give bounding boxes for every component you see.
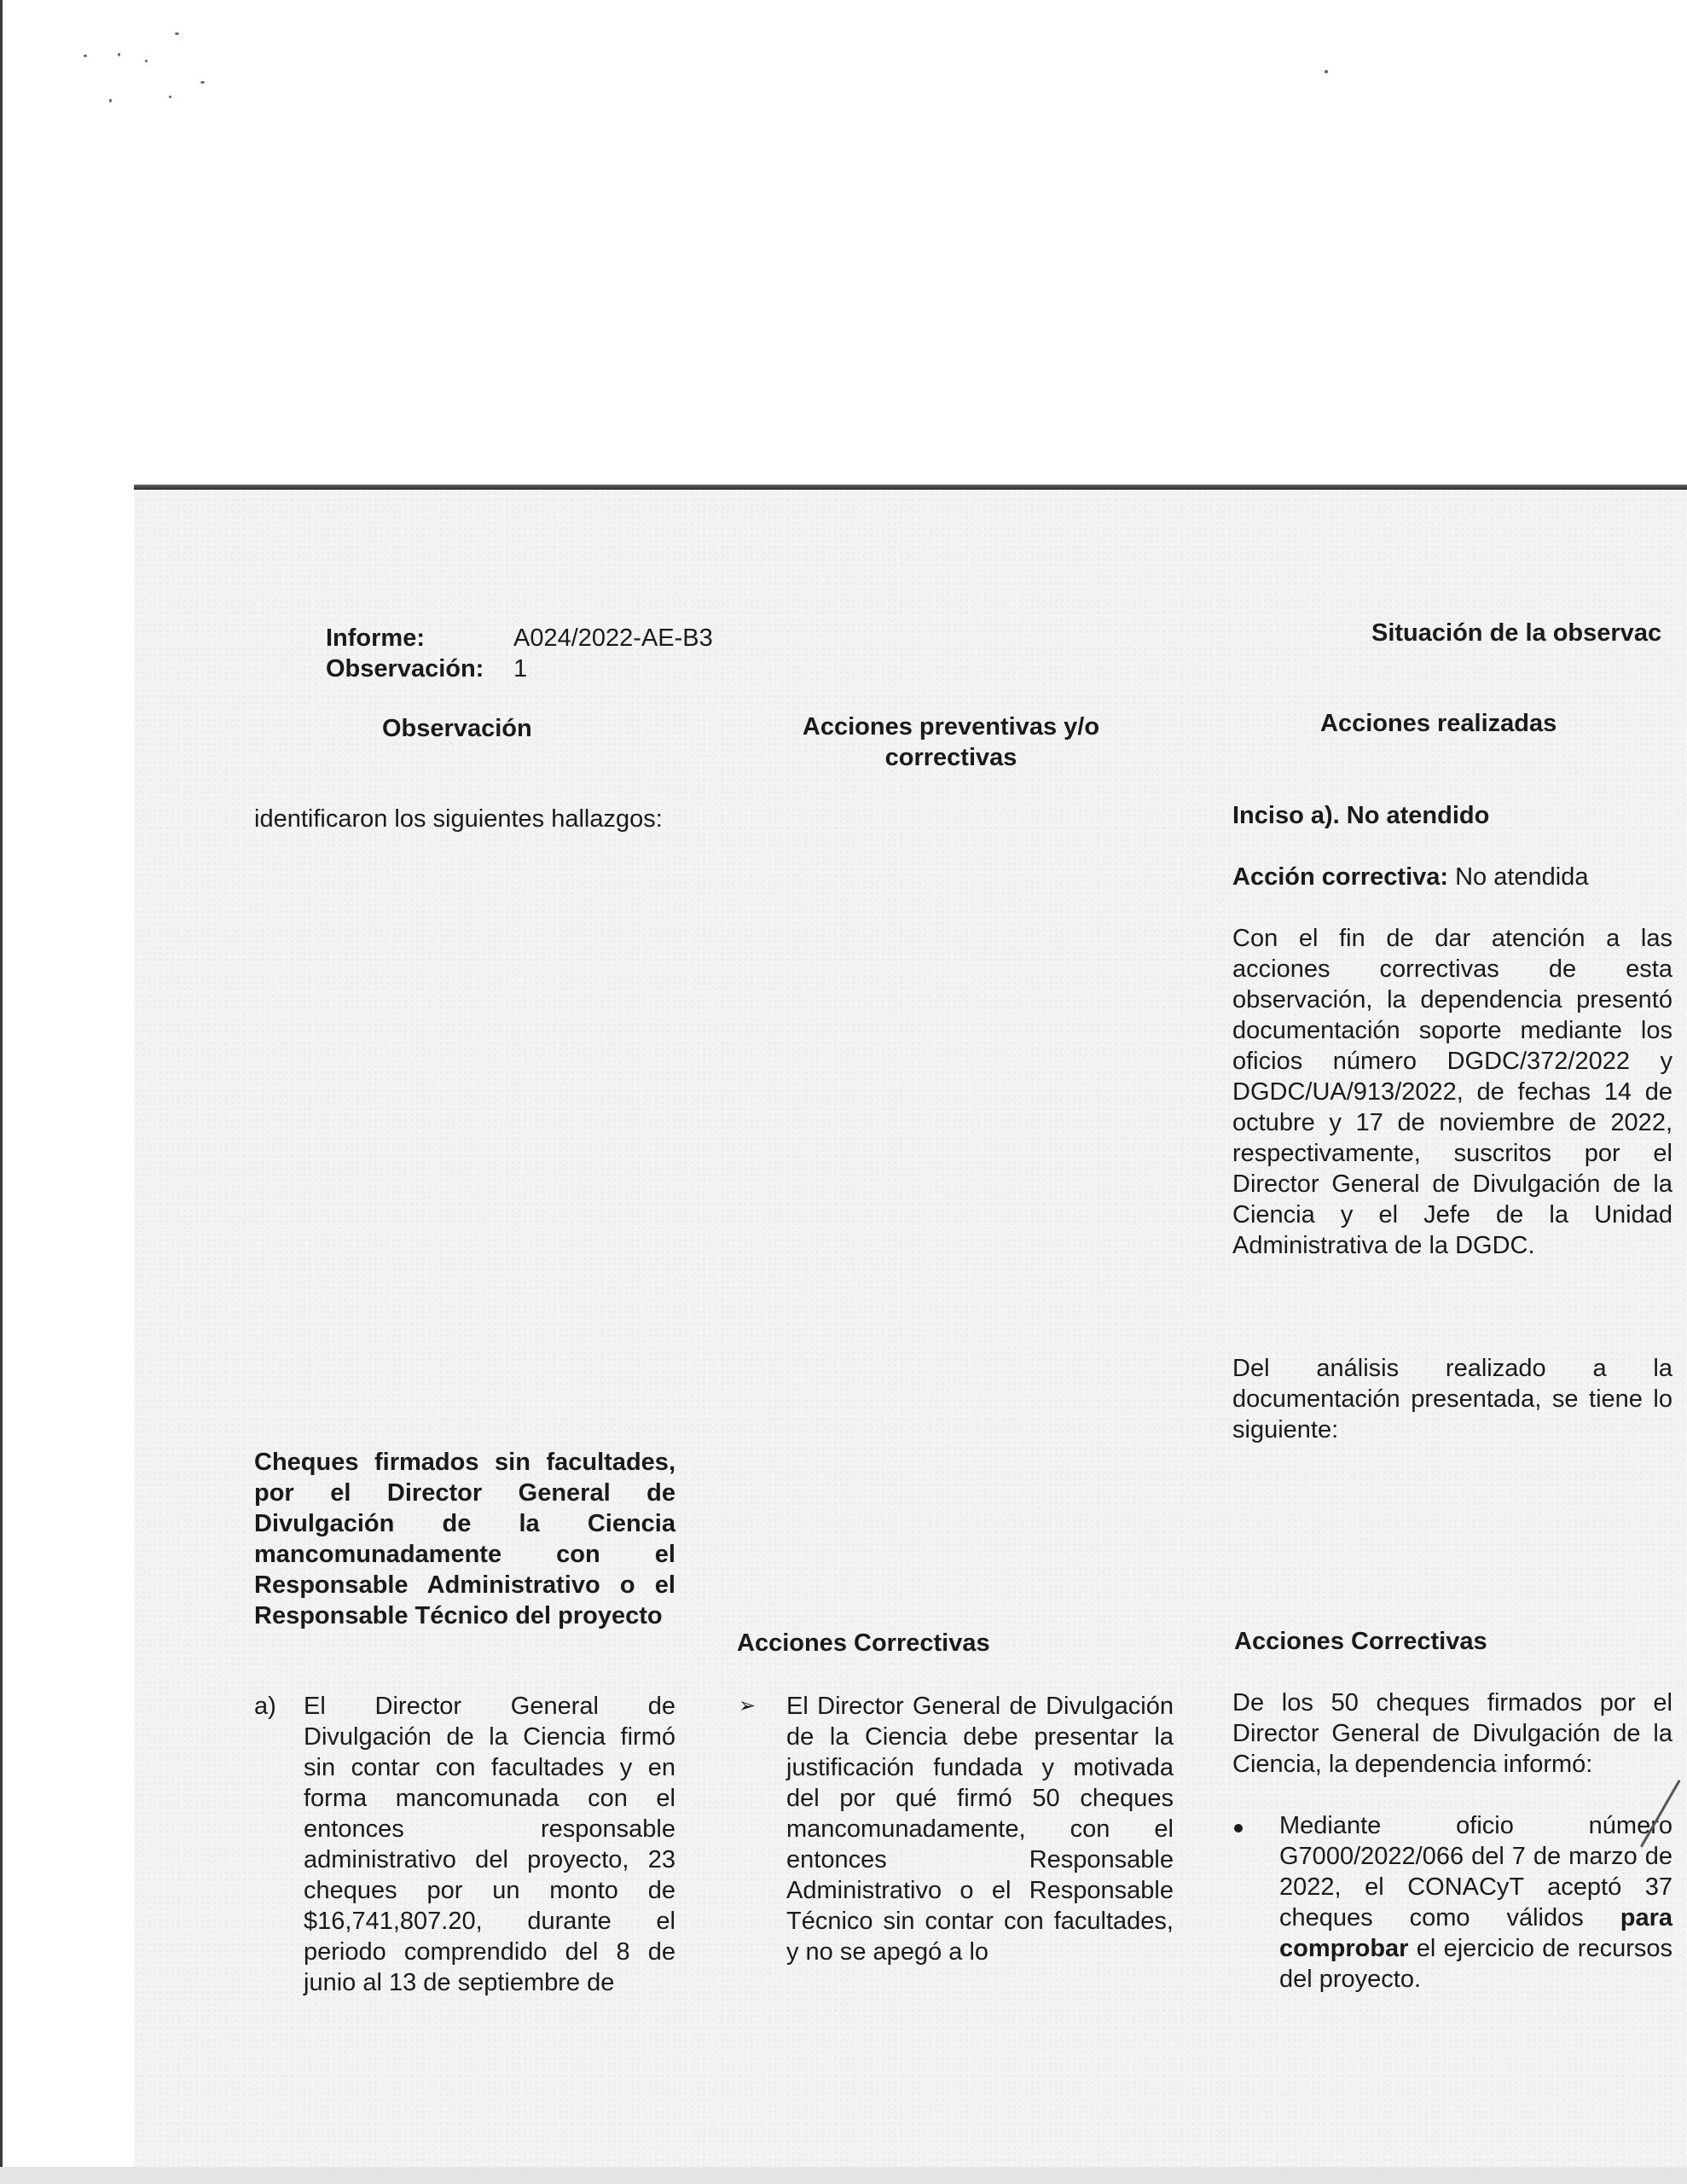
observacion-hallazgo-heading: Cheques firmados sin facultades, por el Director General de Divulgación de la Ciencia mancomunadamente con el Responsable Administrativo o el Responsable Técnico del proyecto	[254, 1449, 675, 1629]
scan-speck	[175, 32, 179, 35]
right-bullet-part1: Mediante oficio número G7000/2022/066 del 7 de marzo de 2022, el CONACyT aceptó 37 cheques como válidos	[1279, 1812, 1673, 1931]
column-heading-acciones-preventivas: Acciones preventivas y/o correctivas	[802, 713, 1100, 771]
right-paragraph-1: Con el fin de dar atención a las acciones correctivas de esta observación, la dependencia presentó documentación soporte mediante los oficios número DGDC/372/2022 y DGDC/UA/913/2022, de fechas 14 de octubre y 17 de noviembre de 2022, respectivamente, suscritos por el Director General de Divulgación de la Ciencia y el Jefe de la Unidad Administrativa de la DGDC.	[1232, 925, 1673, 1259]
right-paragraph-2: Del análisis realizado a la documentación presentada, se tiene lo siguiente:	[1232, 1355, 1673, 1443]
right-paragraph-3: De los 50 cheques firmados por el Director General de Divulgación de la Ciencia, la dependencia informó:	[1232, 1689, 1673, 1778]
item-a-text: El Director General de Divulgación de la Ciencia firmó sin contar con facultades y en forma mancomunada con el entonces responsable administrativo del proyecto, 23 cheques por un monto de $16,741,807.20, durante el periodo comprendido del 8 de junio al 13 de septiembre de	[304, 1693, 675, 1996]
observacion-intro: identificaron los siguientes hallazgos:	[254, 805, 663, 833]
scan-speck	[118, 53, 120, 56]
accion-correctiva-status	[1232, 862, 1589, 892]
scan-speck	[145, 60, 148, 62]
middle-accion-text: El Director General de Divulgación de la Ciencia debe presentar la justificación fundada y motivada del por qué firmó 50 cheques mancomunadamente, con el entonces Responsable Administrativo o el Responsable Técnico sin contar con facultades, y no se apegó a lo	[786, 1693, 1174, 1966]
observacion-label: Observación:	[326, 655, 484, 682]
column-heading-acciones-realizadas: Acciones realizadas	[1320, 710, 1557, 737]
informe-label: Informe:	[326, 624, 425, 652]
right-bullet-part2: el ejercicio de recursos del proyecto.	[1279, 1935, 1673, 1993]
column-heading-observacion: Observación	[382, 715, 532, 742]
scan-speck	[169, 96, 171, 98]
horizontal-rule	[134, 485, 1687, 490]
bullet-dot-icon	[1234, 1824, 1243, 1833]
inciso-a-status: Inciso a). No atendido	[1232, 802, 1490, 829]
right-acciones-correctivas-heading: Acciones Correctivas	[1234, 1628, 1487, 1655]
scan-speck	[109, 99, 112, 102]
observacion-value: 1	[513, 655, 528, 682]
scan-speck	[1325, 70, 1328, 73]
scan-speck	[84, 55, 87, 57]
accion-correctiva-value: No atendida	[1455, 863, 1589, 891]
accion-correctiva-label: Acción correctiva:	[1232, 863, 1449, 891]
situacion-title: Situación de la observac	[1371, 619, 1662, 647]
middle-acciones-correctivas-heading: Acciones Correctivas	[737, 1629, 990, 1657]
scan-speck	[200, 81, 205, 84]
right-bullet-bold: para comprobar	[1279, 1904, 1673, 1962]
page-left-edge	[0, 0, 3, 2167]
right-bullet-text	[1279, 1810, 1673, 1995]
page-bottom-band	[0, 2167, 1687, 2184]
item-a-marker: a)	[254, 1693, 276, 1720]
arrow-bullet-icon: ➢	[739, 1694, 757, 1717]
informe-value: A024/2022-AE-B3	[513, 624, 713, 652]
